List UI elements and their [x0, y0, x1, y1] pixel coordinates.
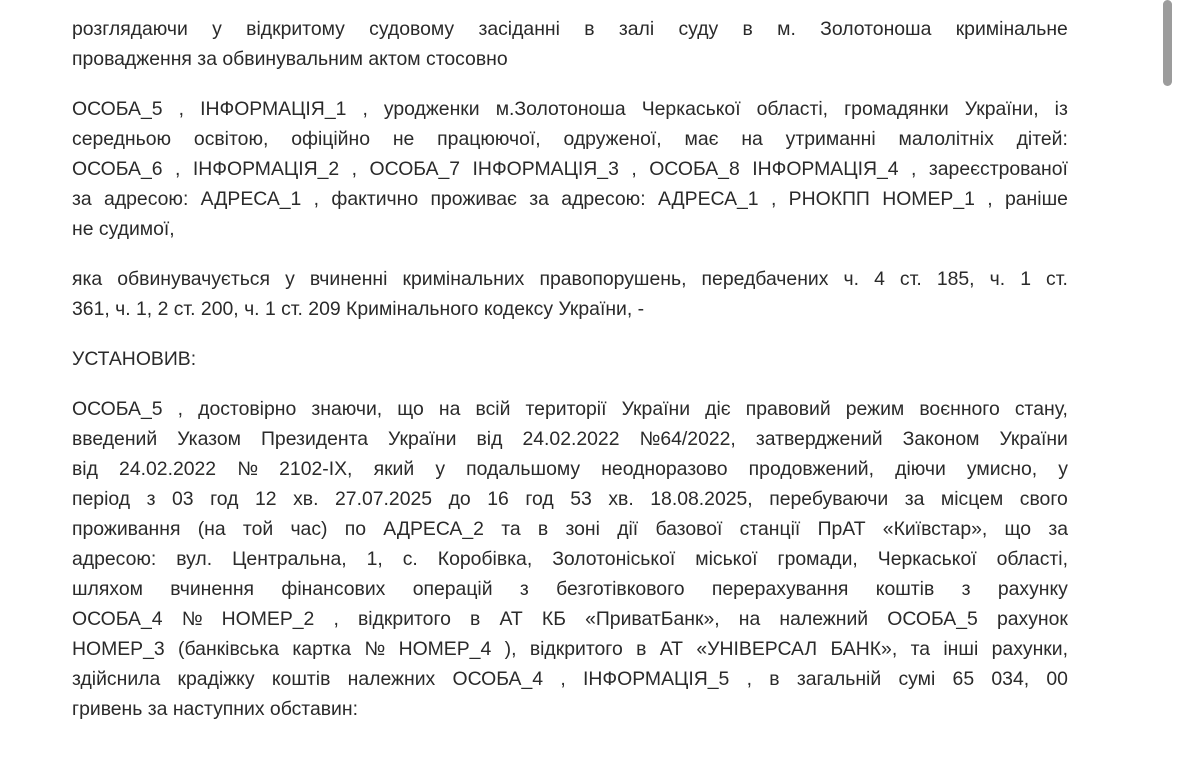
- word: умисно,: [966, 458, 1038, 480]
- word: на: [438, 398, 461, 420]
- word: має: [684, 128, 719, 150]
- word: 1,: [366, 548, 383, 570]
- text-line: 361, ч. 1, 2 ст. 200, ч. 1 ст. 209 Кримінального кодексу України, -: [72, 298, 645, 320]
- text-line: [72, 484, 1068, 514]
- text-line: [72, 154, 1068, 184]
- word: вчинення: [170, 578, 255, 600]
- word: вчиненні: [309, 268, 388, 290]
- word: РНОКПП: [788, 188, 870, 210]
- paragraph-heading-established: [72, 344, 1068, 374]
- word: Черкаської: [641, 98, 741, 120]
- word: 185,: [936, 268, 975, 290]
- word: проживання: [72, 518, 181, 540]
- word: на: [741, 128, 763, 150]
- text-line: провадження за обвинувальним актом стосовно: [72, 48, 508, 70]
- word: станції: [739, 518, 801, 540]
- word: в: [769, 668, 780, 690]
- word: 034,: [991, 668, 1030, 690]
- paragraph-intro: [72, 14, 1068, 74]
- word: проживає: [430, 188, 517, 210]
- word: інші: [943, 638, 979, 660]
- word: режим: [845, 398, 905, 420]
- section-heading: УСТАНОВИВ:: [72, 348, 197, 370]
- word: (банківська: [178, 638, 280, 660]
- word: АДРЕСА_1: [200, 188, 302, 210]
- paragraph-charges: [72, 264, 1068, 324]
- text-line: [72, 454, 1068, 484]
- word: воєнного: [919, 398, 1000, 420]
- word: ,: [770, 188, 777, 210]
- word: освітою,: [193, 128, 269, 150]
- word: який: [373, 458, 415, 480]
- word: ОСОБА_5: [72, 98, 163, 120]
- word: дії: [617, 518, 639, 540]
- word: Золотоніської: [552, 548, 676, 570]
- word: ОСОБА_7: [369, 158, 461, 180]
- word: АТ: [499, 608, 523, 630]
- word: 1: [1020, 268, 1031, 290]
- word: з: [961, 578, 971, 600]
- word: у: [435, 458, 446, 480]
- word: адресою:: [104, 188, 189, 210]
- word: ОСОБА_5: [72, 398, 163, 420]
- word: ч.: [843, 268, 859, 290]
- word: свого: [1019, 488, 1068, 510]
- word: 00: [1046, 668, 1068, 690]
- word: хв.: [293, 488, 319, 510]
- word: ОСОБА_5: [887, 608, 978, 630]
- word: та: [910, 638, 931, 660]
- word: уродженки: [383, 98, 480, 120]
- word: 2102-ІХ,: [279, 458, 353, 480]
- word: України: [621, 398, 691, 420]
- word: фінансових: [281, 578, 386, 600]
- word: введений: [72, 428, 158, 450]
- word: 03: [172, 488, 194, 510]
- word: 27.07.2025: [335, 488, 433, 510]
- word: ст.: [899, 268, 922, 290]
- word: ),: [504, 638, 517, 660]
- word: 4: [874, 268, 885, 290]
- word: з: [519, 578, 529, 600]
- word: у: [212, 18, 222, 40]
- word: 18.08.2025,: [650, 488, 753, 510]
- word: достовірно: [198, 398, 297, 420]
- word: за: [72, 188, 92, 210]
- word: Центральна,: [232, 548, 347, 570]
- word: 16: [487, 488, 509, 510]
- word: у: [1058, 458, 1068, 480]
- word: БАНК»,: [830, 638, 898, 660]
- word: діє: [705, 398, 731, 420]
- word: №64/2022,: [639, 428, 736, 450]
- word: 24.02.2022: [119, 458, 217, 480]
- word: одруженої,: [563, 128, 662, 150]
- word: суду: [678, 18, 719, 40]
- word: в: [584, 18, 595, 40]
- word: 12: [254, 488, 277, 510]
- word: розглядаючи: [72, 18, 188, 40]
- word: безготівкового: [556, 578, 685, 600]
- word: в: [636, 638, 647, 660]
- word: України: [999, 428, 1068, 450]
- word: у: [285, 268, 295, 290]
- word: здійснила: [72, 668, 161, 690]
- word: ,: [911, 158, 917, 180]
- paragraph-defendant-info: [72, 94, 1068, 244]
- word: судовому: [369, 18, 455, 40]
- text-line: [72, 184, 1068, 214]
- word: за: [529, 188, 549, 210]
- word: знаючи,: [311, 398, 383, 420]
- word: зоні: [565, 518, 600, 540]
- word: діючи: [895, 458, 946, 480]
- word: «Київстар»,: [882, 518, 988, 540]
- word: НОМЕР_3: [72, 638, 165, 660]
- word: подальшому: [466, 458, 581, 480]
- word: всій: [475, 398, 511, 420]
- word: затверджений: [755, 428, 883, 450]
- text-line: гривень за наступних обставин:: [72, 698, 358, 720]
- text-line: [72, 664, 1068, 694]
- text-line: [72, 544, 1068, 574]
- text-line: [72, 634, 1068, 664]
- word: м.: [777, 18, 796, 40]
- paragraph-circumstances: [72, 394, 1068, 724]
- word: ОСОБА_4: [72, 608, 163, 630]
- text-line: [72, 264, 1068, 294]
- text-line: [72, 14, 1068, 44]
- word: перебуваючи: [769, 488, 889, 510]
- word: шляхом: [72, 578, 143, 600]
- word: ІНФОРМАЦІЯ_1: [200, 98, 347, 120]
- word: «УНІВЕРСАЛ: [696, 638, 818, 660]
- word: ПрАТ: [817, 518, 866, 540]
- word: коштів: [875, 578, 935, 600]
- word: НОМЕР_2: [221, 608, 315, 630]
- word: ,: [560, 668, 566, 690]
- word: ОСОБА_4: [452, 668, 544, 690]
- text-line: [72, 574, 1068, 604]
- word: ІНФОРМАЦІЯ_5: [582, 668, 730, 690]
- word: обвинувачується: [117, 268, 271, 290]
- word: передбачених: [701, 268, 829, 290]
- word: с.: [402, 548, 418, 570]
- word: в: [742, 18, 753, 40]
- bottom-edge: [0, 755, 1179, 765]
- word: України,: [964, 98, 1039, 120]
- word: залі: [618, 18, 655, 40]
- word: що: [1004, 518, 1032, 540]
- word: в: [537, 518, 549, 540]
- word: загальній: [796, 668, 882, 690]
- word: належний: [779, 608, 869, 630]
- word: кримінальних: [402, 268, 525, 290]
- word: №: [237, 458, 259, 480]
- text-line: [72, 514, 1068, 544]
- text-line: [72, 394, 1068, 424]
- word: ,: [313, 188, 320, 210]
- word: ст.: [1046, 268, 1068, 290]
- word: Коробівка,: [437, 548, 533, 570]
- word: АДРЕСА_2: [383, 518, 484, 540]
- word: 24.02.2022: [522, 428, 620, 450]
- word: фактично: [331, 188, 419, 210]
- word: дітей:: [1016, 128, 1068, 150]
- word: хв.: [608, 488, 634, 510]
- word: АДРЕСА_1: [657, 188, 759, 210]
- word: крадіжку: [177, 668, 255, 690]
- court-document-text: [72, 14, 1068, 744]
- word: ОСОБА_6: [72, 158, 163, 180]
- word: яка: [72, 268, 103, 290]
- word: той: [242, 518, 274, 540]
- word: №: [364, 638, 386, 660]
- word: НОМЕР_4: [398, 638, 492, 660]
- word: в: [470, 608, 481, 630]
- word: території: [525, 398, 607, 420]
- word: відкритому: [246, 18, 345, 40]
- word: від: [72, 458, 98, 480]
- word: 65: [952, 668, 975, 690]
- word: продовжений,: [748, 458, 875, 480]
- word: базової: [655, 518, 723, 540]
- word: період: [72, 488, 131, 510]
- word: кримінальне: [955, 18, 1068, 40]
- word: 53: [570, 488, 592, 510]
- word: (на: [197, 518, 226, 540]
- word: не: [392, 128, 415, 150]
- word: ,: [362, 98, 368, 120]
- word: ,: [351, 158, 358, 180]
- word: АТ: [659, 638, 684, 660]
- text-line: не судимої,: [72, 218, 175, 240]
- word: перерахування: [711, 578, 849, 600]
- word: офіційно: [291, 128, 370, 150]
- word: картка: [292, 638, 352, 660]
- word: адресою:: [72, 548, 157, 570]
- word: неодноразово: [601, 458, 728, 480]
- word: год: [210, 488, 239, 510]
- word: вул.: [176, 548, 213, 570]
- word: працюючої,: [437, 128, 541, 150]
- word: правопорушень,: [539, 268, 687, 290]
- word: раніше: [1004, 188, 1068, 210]
- word: місцем: [940, 488, 1004, 510]
- word: малолітніх: [898, 128, 994, 150]
- word: за: [1048, 518, 1068, 540]
- word: №: [181, 608, 203, 630]
- word: по: [344, 518, 367, 540]
- word: ,: [175, 158, 181, 180]
- word: з: [146, 488, 156, 510]
- word: належних: [347, 668, 436, 690]
- word: із: [1054, 98, 1068, 120]
- word: Президента: [260, 428, 369, 450]
- word: ОСОБА_8: [649, 158, 740, 180]
- word: ІНФОРМАЦІЯ_4: [752, 158, 899, 180]
- word: час): [290, 518, 328, 540]
- word: НОМЕР_1: [882, 188, 975, 210]
- word: правовий: [745, 398, 831, 420]
- word: ІНФОРМАЦІЯ_3: [472, 158, 619, 180]
- word: Указом: [177, 428, 241, 450]
- word: операцій: [412, 578, 493, 600]
- word: України: [388, 428, 457, 450]
- word: стану,: [1014, 398, 1068, 420]
- word: та: [501, 518, 521, 540]
- word: «ПриватБанк»,: [585, 608, 720, 630]
- word: Золотоноша: [820, 18, 932, 40]
- word: коштів: [271, 668, 331, 690]
- word: ,: [178, 98, 184, 120]
- word: області,: [756, 98, 829, 120]
- word: год: [525, 488, 554, 510]
- word: відкритого: [358, 608, 451, 630]
- word: ,: [987, 188, 993, 210]
- word: області,: [996, 548, 1068, 570]
- word: Законом: [902, 428, 980, 450]
- word: від: [476, 428, 503, 450]
- word: ч.: [989, 268, 1006, 290]
- word: ,: [177, 398, 184, 420]
- word: до: [448, 488, 471, 510]
- word: середньою: [72, 128, 172, 150]
- word: громадянки: [844, 98, 949, 120]
- word: зареєстрованої: [928, 158, 1068, 180]
- word: громади,: [777, 548, 858, 570]
- word: міської: [695, 548, 758, 570]
- word: на: [738, 608, 761, 630]
- word: адресою:: [561, 188, 646, 210]
- word: рахунки,: [991, 638, 1068, 660]
- word: засіданні: [478, 18, 560, 40]
- word: ІНФОРМАЦІЯ_2: [192, 158, 340, 180]
- word: Черкаської: [877, 548, 977, 570]
- text-line: [72, 124, 1068, 154]
- text-line: [72, 424, 1068, 454]
- word: утриманні: [785, 128, 876, 150]
- text-line: [72, 94, 1068, 124]
- word: відкритого: [529, 638, 623, 660]
- word: ,: [746, 668, 752, 690]
- word: КБ: [541, 608, 566, 630]
- word: що: [397, 398, 424, 420]
- word: за: [904, 488, 925, 510]
- vertical-scrollbar[interactable]: [1163, 0, 1172, 86]
- word: сумі: [898, 668, 936, 690]
- text-line: [72, 604, 1068, 634]
- word: ,: [333, 608, 339, 630]
- word: рахунок: [996, 608, 1068, 630]
- word: рахунку: [997, 578, 1068, 600]
- word: м.Золотоноша: [495, 98, 626, 120]
- word: ,: [631, 158, 637, 180]
